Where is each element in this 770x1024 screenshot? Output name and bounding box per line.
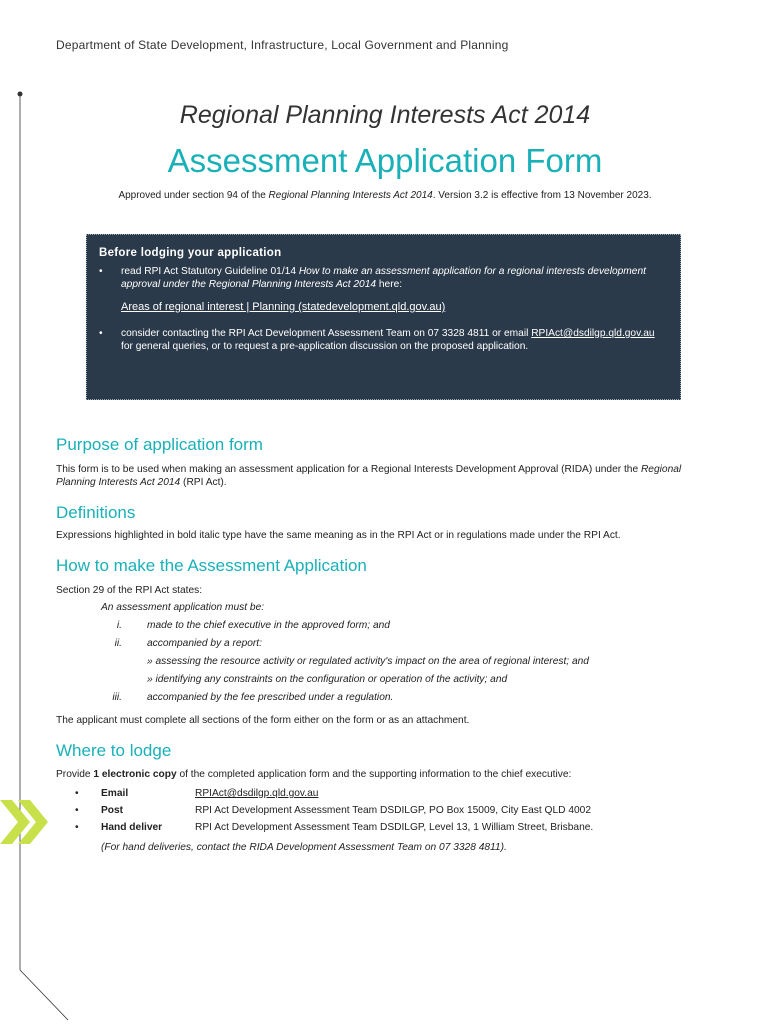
definitions-heading: Definitions (56, 503, 136, 522)
sub-list-item: » identifying any constraints on the configuration or operation of the activity; and (147, 674, 508, 685)
lodge-row-email: • Email RPIAct@dsdilgp.qld.gov.au (75, 788, 319, 799)
list-item: accompanied by the fee prescribed under a regulation. (147, 692, 394, 703)
list-item: accompanied by a report: (147, 638, 262, 649)
where-to-lodge-intro: Provide 1 electronic copy of the completed application form and the supporting information to the chief executive: (56, 769, 572, 780)
definitions-text: Expressions highlighted in bold italic type have the same meaning as in the RPI Act or in regulations made under the RPI Act. (56, 530, 621, 541)
how-to-intro: Section 29 of the RPI Act states: (56, 585, 203, 596)
lodge-method-label: Email (101, 788, 129, 799)
before-lodging-box (86, 234, 681, 400)
hand-delivery-note: (For hand deliveries, contact the RIDA Development Assessment Team on 07 3328 4811). (101, 842, 507, 853)
list-item: made to the chief executive in the approved form; and (147, 620, 390, 631)
lodge-method-label: Hand deliver (101, 822, 163, 833)
approval-statement: Approved under section 94 of the Regional Planning Interests Act 2014. Version 3.2 is effective from 13 November 2023. (118, 190, 652, 201)
areas-of-regional-interest-link[interactable]: Areas of regional interest | Planning (statedevelopment.qld.gov.au) (121, 301, 446, 313)
lodge-row-hand-deliver: • Hand deliver RPI Act Development Assessment Team DSDILGP, Level 13, 1 William Street, Brisbane. (75, 822, 594, 833)
before-lodging-title: Before lodging your application (99, 247, 282, 259)
list-item-number: iii. (112, 692, 122, 703)
decorative-diagonal-line (20, 970, 68, 1020)
lodge-method-label: Post (101, 805, 124, 816)
purpose-heading: Purpose of application form (56, 435, 263, 454)
before-lodging-item-contact: • consider contacting the RPI Act Development Assessment Team on 07 3328 4811 or email RPIAct@dsdilgp.qld.gov.au for general queries, or to request a pre-application discussion on the proposed application. (99, 328, 655, 352)
lodge-email-link[interactable]: RPIAct@dsdilgp.qld.gov.au (195, 788, 319, 799)
where-to-lodge-heading: Where to lodge (56, 741, 172, 760)
quote-intro: An assessment application must be: (101, 602, 265, 613)
how-to-heading: How to make the Assessment Application (56, 556, 367, 575)
decorative-dot (18, 92, 23, 97)
department-name: Department of State Development, Infrastructure, Local Government and Planning (56, 38, 509, 52)
list-item-number: ii. (114, 638, 122, 649)
chevron-icon (0, 800, 48, 844)
lodge-method-value: RPI Act Development Assessment Team DSDILGP, PO Box 15009, City East QLD 4002 (195, 805, 591, 816)
lodge-row-post: • Post RPI Act Development Assessment Team DSDILGP, PO Box 15009, City East QLD 4002 (75, 805, 591, 816)
sub-list-item: » assessing the resource activity or regulated activity's impact on the area of regional interest; and (147, 656, 589, 667)
rpi-email-link[interactable]: RPIAct@dsdilgp.qld.gov.au (531, 328, 655, 339)
how-to-closing: The applicant must complete all sections of the form either on the form or as an attachment. (56, 715, 470, 726)
form-title: Assessment Application Form (167, 142, 603, 179)
list-item-number: i. (116, 620, 122, 631)
lodge-method-value: RPI Act Development Assessment Team DSDILGP, Level 13, 1 William Street, Brisbane. (195, 822, 594, 833)
act-title: Regional Planning Interests Act 2014 (179, 101, 591, 129)
purpose-text: This form is to be used when making an assessment application for a Regional Interests Development Approval (RIDA) under the Regional Planning Interests Act 2014 (RPI Act). (56, 464, 682, 488)
before-lodging-item-guideline: • read RPI Act Statutory Guideline 01/14 How to make an assessment application for a regional interests development approval under the Regional Planning Interests Act 2014 here: (99, 266, 646, 290)
